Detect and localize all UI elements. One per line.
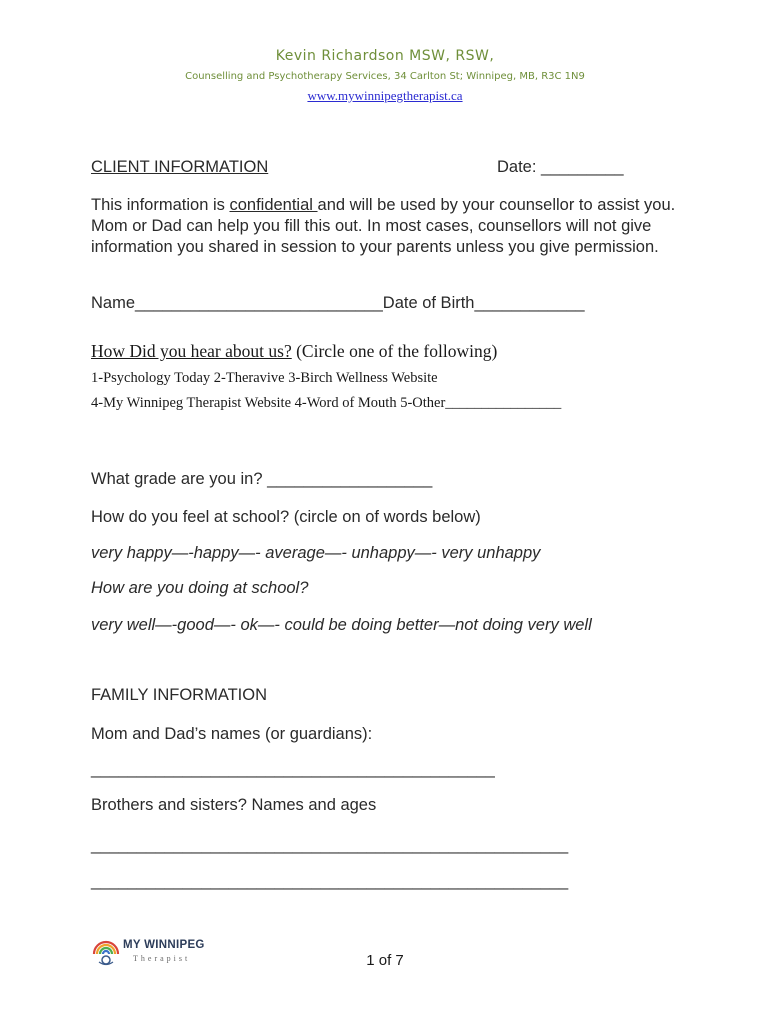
intro-text-end: and will be used by your counsellor to assist you. Mom or Dad can help you fill this out. In most cases, counsellors will not give information you shared in session to your parents unless you give permission. (91, 196, 676, 256)
school-feel-scale: very happy—-happy—- average—- unhappy—- very unhappy (91, 544, 541, 562)
parents-names-line: ____________________________________________ (91, 760, 495, 778)
school-feel-question: How do you feel at school? (circle on of words below) (91, 508, 481, 526)
referral-options-line-2: 4-My Winnipeg Therapist Website 4-Word of Mouth 5-Other________________ (91, 395, 562, 411)
siblings-line-2: ____________________________________________________ (91, 872, 569, 890)
grade-question: What grade are you in? __________________ (91, 470, 433, 488)
siblings-question: Brothers and sisters? Names and ages (91, 796, 377, 814)
confidential-word: confidential (229, 196, 318, 214)
siblings-line-1: ____________________________________________________ (91, 836, 569, 854)
referral-question (91, 341, 497, 362)
intro-text-start: This information is (91, 196, 230, 214)
counsellor-name: Kevin Richardson MSW, RSW, (275, 48, 495, 64)
logo-title: MY WINNIPEG (123, 939, 205, 951)
family-information-heading: FAMILY INFORMATION (91, 686, 268, 704)
parents-names-question: Mom and Dad’s names (or guardians): (91, 725, 373, 743)
services-address: Counselling and Psychotherapy Services, 34 Carlton St; Winnipeg, MB, R3C 1N9 (185, 71, 585, 82)
page-number: 1 of 7 (366, 952, 404, 969)
website-link[interactable]: www.mywinnipegtherapist.ca (307, 88, 463, 103)
referral-question-text: How Did you hear about us? (91, 341, 292, 361)
date-field-label: Date: _________ (497, 158, 624, 176)
name-dob-line: Name___________________________Date of Birth____________ (91, 294, 585, 312)
client-information-heading: CLIENT INFORMATION (91, 158, 269, 176)
school-doing-scale: very well—-good—- ok—- could be doing better—not doing very well (91, 616, 592, 634)
logo-subtitle: Therapist (133, 954, 191, 963)
referral-instruction: (Circle one of the following) (291, 341, 498, 361)
confidentiality-paragraph (91, 195, 691, 258)
referral-options-line-1: 1-Psychology Today 2-Theravive 3-Birch Wellness Website (91, 370, 438, 386)
school-doing-question: How are you doing at school? (91, 579, 309, 597)
